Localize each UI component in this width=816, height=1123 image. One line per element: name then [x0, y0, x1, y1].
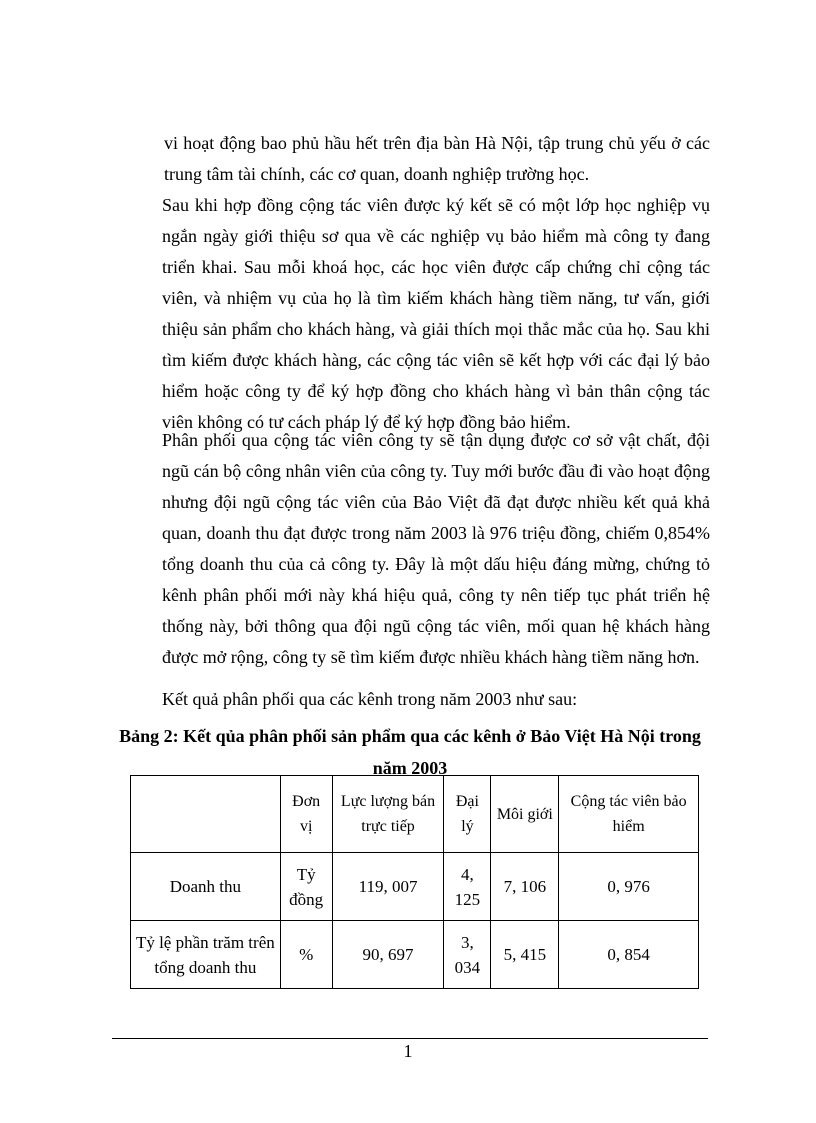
table-cell: Tỷ đồng	[280, 853, 332, 921]
footer-divider	[112, 1038, 708, 1039]
header-cell: Môi giới	[491, 776, 559, 853]
paragraph-1: vi hoạt động bao phủ hầu hết trên địa bàn Hà Nội, tập trung chủ yếu ở các trung tâm tài chính, các cơ quan, doanh nghiệp trường học.	[164, 133, 710, 184]
table-row	[131, 921, 699, 989]
results-table	[130, 775, 699, 989]
header-cell: Đơn vị	[280, 776, 332, 853]
paragraph-2: Sau khi hợp đồng cộng tác viên được ký kết sẽ có một lớp học nghiệp vụ ngắn ngày giới thiệu sơ qua về các nghiệp vụ bảo hiểm mà công ty đang triển khai. Sau mỗi khoá học, các học viên được cấp chứng chỉ cộng tác viên, và nhiệm vụ của họ là tìm kiếm khách hàng tiềm năng, tư vấn, giới thiệu sản phẩm cho khách hàng, và giải thích mọi thắc mắc của họ. Sau khi tìm kiếm được khách hàng, các cộng tác viên sẽ kết hợp với các đại lý bảo hiểm hoặc công ty để ký hợp đồng cho khách hàng vì bản thân cộng tác viên không có tư cách pháp lý để ký hợp đồng bảo hiểm.	[162, 195, 710, 432]
table-caption: Bảng 2: Kết qủa phân phối sản phẩm qua các kênh ở Bảo Việt Hà Nội trong năm 2003	[119, 726, 701, 778]
table-header-row	[131, 776, 699, 853]
table-row	[131, 853, 699, 921]
table-cell: 3, 034	[444, 921, 491, 989]
table-cell: 0, 976	[559, 853, 699, 921]
row-label-cell: Doanh thu	[131, 853, 281, 921]
table-cell: 0, 854	[559, 921, 699, 989]
page-number: 1	[403, 1041, 413, 1061]
table-cell: 7, 106	[491, 853, 559, 921]
paragraph-3: Phân phối qua cộng tác viên công ty sẽ tận dụng được cơ sở vật chất, đội ngũ cán bộ công nhân viên của công ty. Tuy mới bước đầu đi vào hoạt động nhưng đội ngũ cộng tác viên của Bảo Việt đã đạt được nhiều kết quả khả quan, doanh thu đạt được trong năm 2003 là 976 triệu đồng, chiếm 0,854% tổng doanh thu của cả công ty. Đây là một dấu hiệu đáng mừng, chứng tỏ kênh phân phối mới này khá hiệu quả, công ty nên tiếp tục phát triển hệ thống này, bởi thông qua đội ngũ cộng tác viên, mối quan hệ khách hàng được mở rộng, công ty sẽ tìm kiếm được nhiều khách hàng tiềm năng hơn.	[162, 430, 710, 667]
table-cell: 4, 125	[444, 853, 491, 921]
header-cell: Cộng tác viên bảo hiểm	[559, 776, 699, 853]
table-cell: %	[280, 921, 332, 989]
table-cell: 119, 007	[332, 853, 444, 921]
header-cell: Đại lý	[444, 776, 491, 853]
header-cell: Lực lượng bán trực tiếp	[332, 776, 444, 853]
paragraph-4: Kết quả phân phối qua các kênh trong năm 2003 như sau:	[162, 689, 578, 709]
row-label-cell: Tỷ lệ phần trăm trên tổng doanh thu	[131, 921, 281, 989]
header-cell	[131, 776, 281, 853]
table-cell: 5, 415	[491, 921, 559, 989]
table-cell: 90, 697	[332, 921, 444, 989]
